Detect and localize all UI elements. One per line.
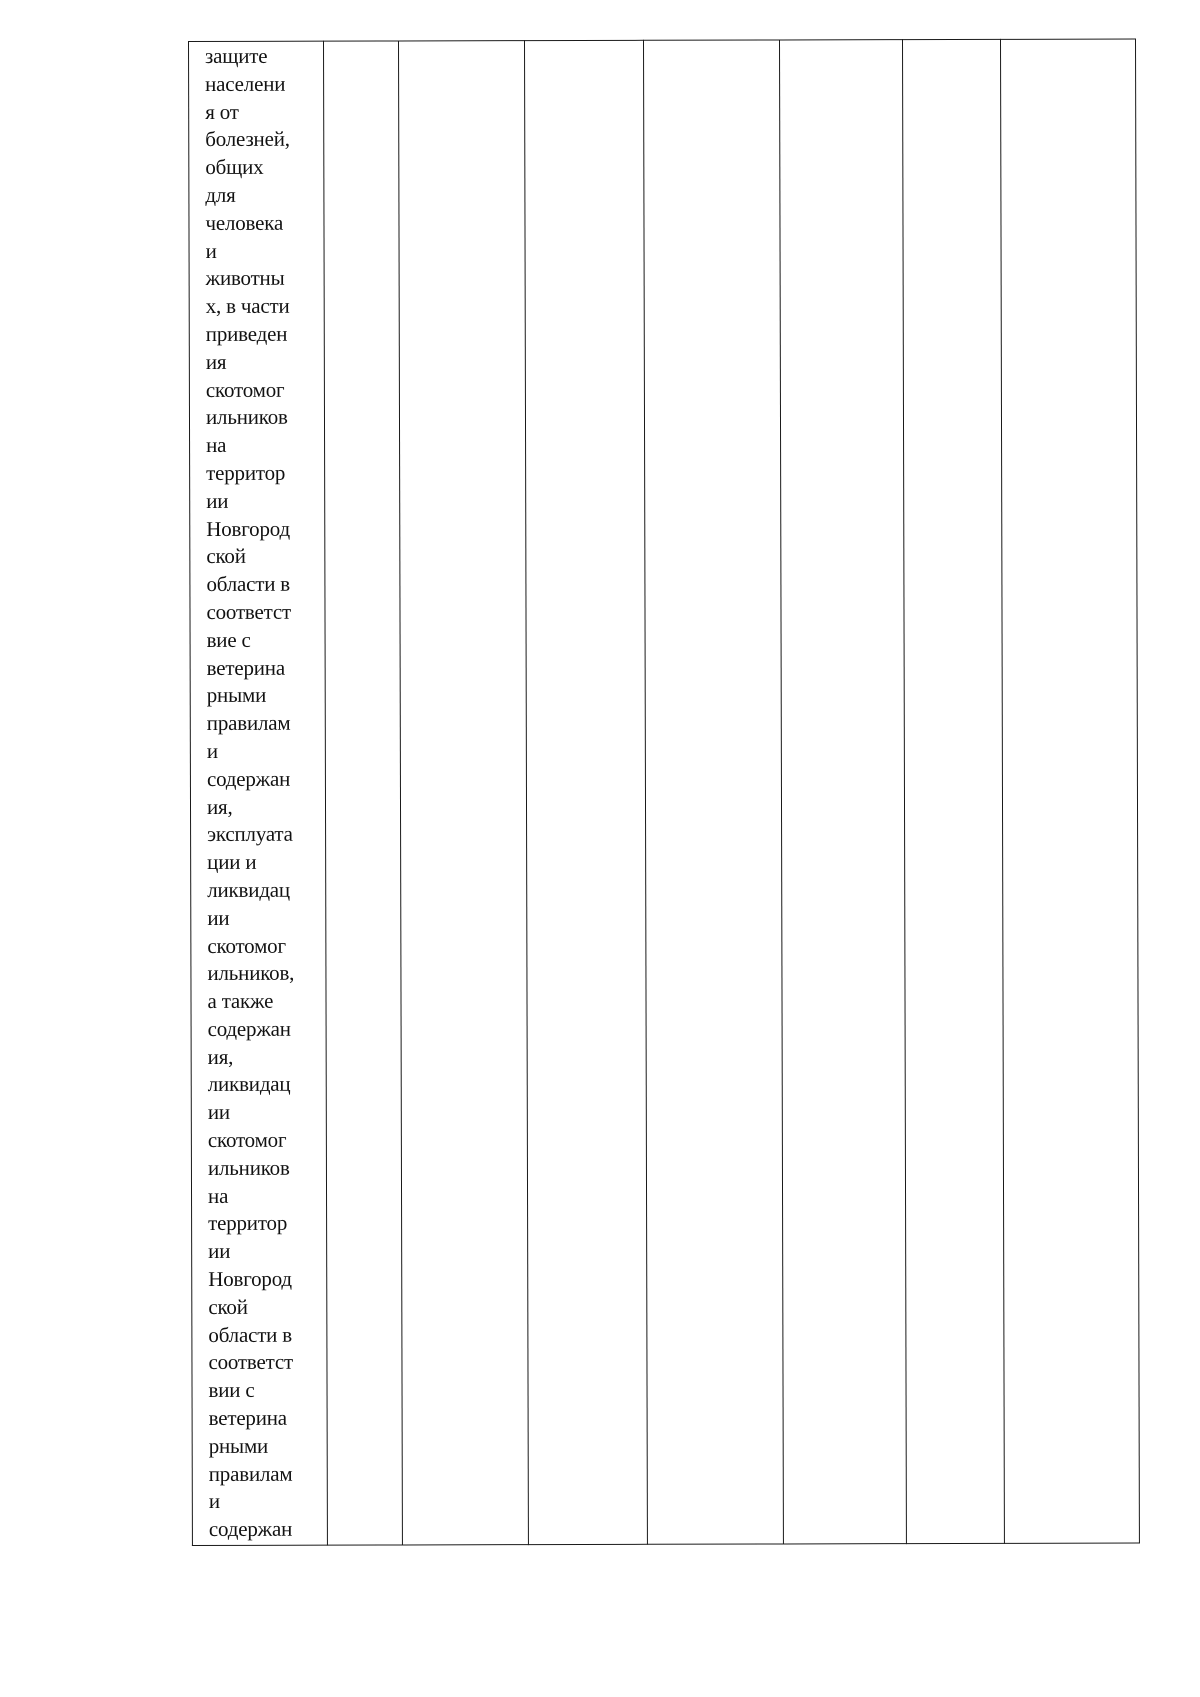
table-cell-empty (1000, 39, 1139, 1543)
table-cell-empty (643, 40, 783, 1544)
cell-text: защите населени я от болезней, общих для человека и животны х, в части приведен ия скотомог ильников на территор ии Новгород ской области в соответст вие с ветерина рными правилам и содержан ия, эксплуата ции и ликвидац ии скотомог ильников, а также содержан ия, ликвидац ии скотомог ильников на территор ии Новгород ской области в соответст вии с ветерина рными правилам и содержан (205, 43, 295, 1542)
table-cell-description (189, 41, 328, 1545)
table-cell-empty (324, 41, 403, 1545)
table-cell-empty (525, 40, 648, 1544)
table-cell-empty (902, 39, 1004, 1543)
table-row (189, 39, 1140, 1545)
table-frame (188, 39, 1139, 1546)
table-cell-empty (779, 40, 906, 1544)
table-cell-empty (399, 41, 529, 1545)
document-table (188, 39, 1140, 1546)
